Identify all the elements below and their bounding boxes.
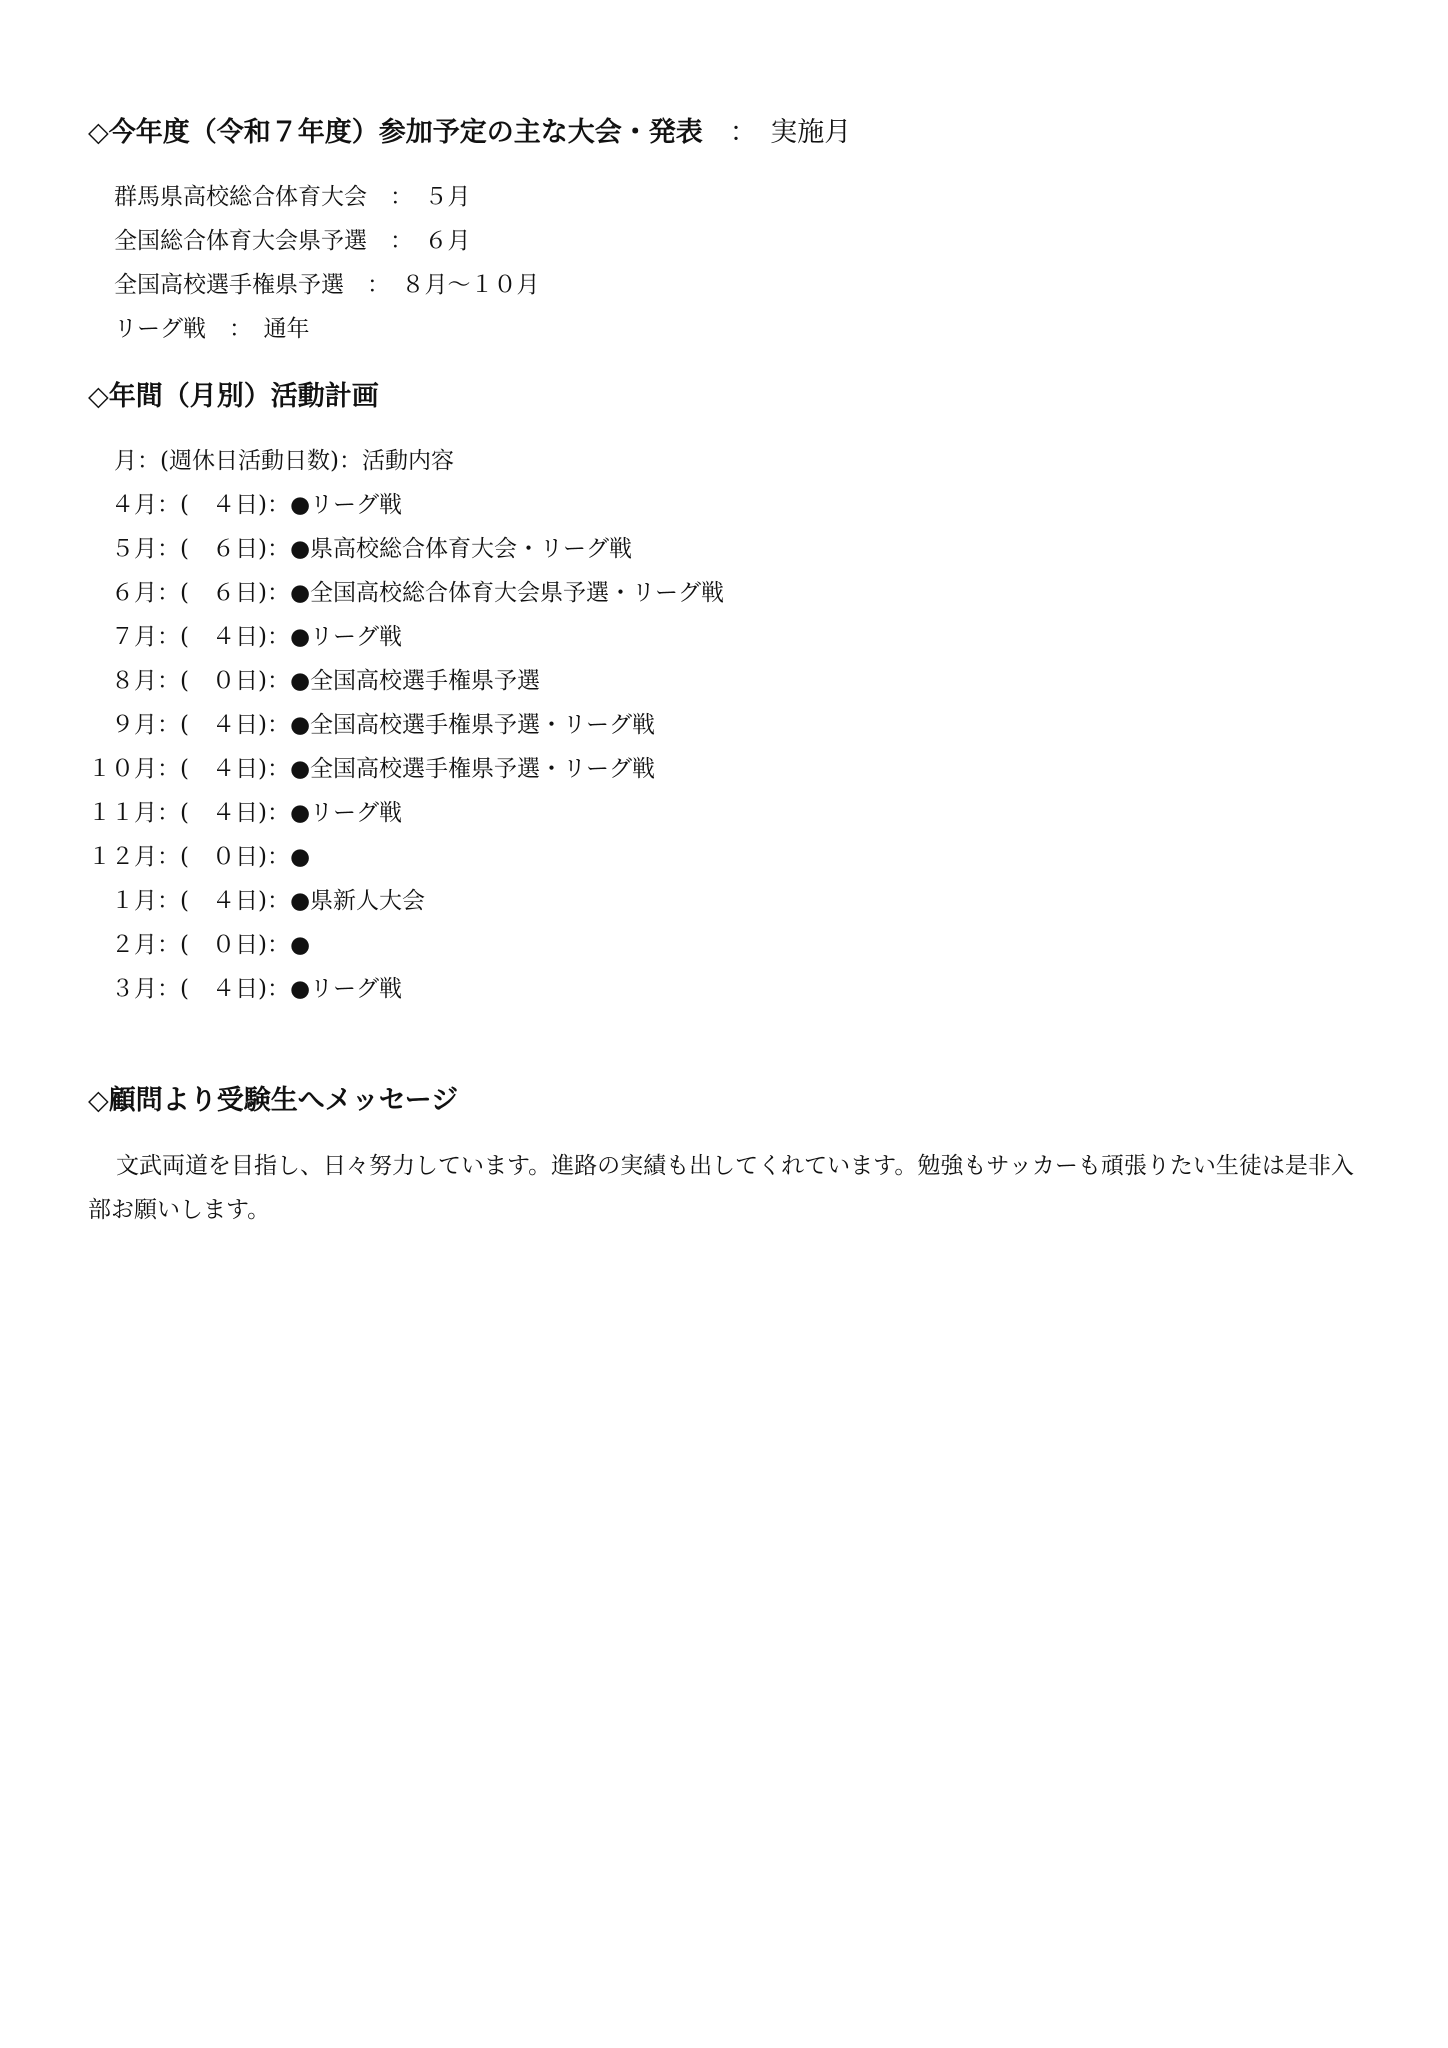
section-heading-annual-plan bbox=[88, 380, 379, 414]
plan-header-line: 月：(週休日活動日数)：活動内容 bbox=[114, 448, 454, 474]
heading-suffix: ： 実施月 bbox=[702, 117, 852, 148]
tournament-item: リーグ戦 ： 通年 bbox=[114, 316, 310, 342]
advisor-message: 文武両道を目指し、日々努力しています。進路の実績も出してくれています。勉強もサッカーも頑張りたい生徒は是非入部お願いします。 bbox=[88, 1153, 1354, 1223]
month-row: ２月：( ０日)：● bbox=[88, 932, 311, 958]
tournament-item: 全国高校選手権県予選 ： ８月～１０月 bbox=[114, 272, 540, 298]
month-row: １０月：( ４日)：●全国高校選手権県予選・リーグ戦 bbox=[88, 756, 656, 782]
month-row: ６月：( ６日)：●全国高校総合体育大会県予選・リーグ戦 bbox=[88, 580, 725, 606]
month-row: ８月：( ０日)：●全国高校選手権県予選 bbox=[88, 668, 541, 694]
month-row: １月：( ４日)：●県新人大会 bbox=[88, 888, 426, 914]
heading-text: ◇顧問より受験生へメッセージ bbox=[88, 1085, 459, 1116]
heading-text: ◇年間（月別）活動計画 bbox=[88, 381, 379, 412]
month-row: １２月：( ０日)：● bbox=[88, 844, 311, 870]
tournament-item: 群馬県高校総合体育大会 ： ５月 bbox=[114, 184, 471, 210]
month-row: ５月：( ６日)：●県高校総合体育大会・リーグ戦 bbox=[88, 536, 633, 562]
section-heading-message bbox=[88, 1084, 458, 1118]
tournament-item: 全国総合体育大会県予選 ： ６月 bbox=[114, 228, 471, 254]
heading-text: ◇今年度（令和７年度）参加予定の主な大会・発表 bbox=[88, 117, 703, 148]
month-row: ７月：( ４日)：●リーグ戦 bbox=[88, 624, 403, 650]
month-row: ４月：( ４日)：●リーグ戦 bbox=[88, 492, 403, 518]
month-row: ３月：( ４日)：●リーグ戦 bbox=[88, 976, 403, 1002]
month-row: １１月：( ４日)：●リーグ戦 bbox=[88, 800, 403, 826]
section-heading-tournaments bbox=[88, 116, 851, 150]
month-row: ９月：( ４日)：●全国高校選手権県予選・リーグ戦 bbox=[88, 712, 656, 738]
